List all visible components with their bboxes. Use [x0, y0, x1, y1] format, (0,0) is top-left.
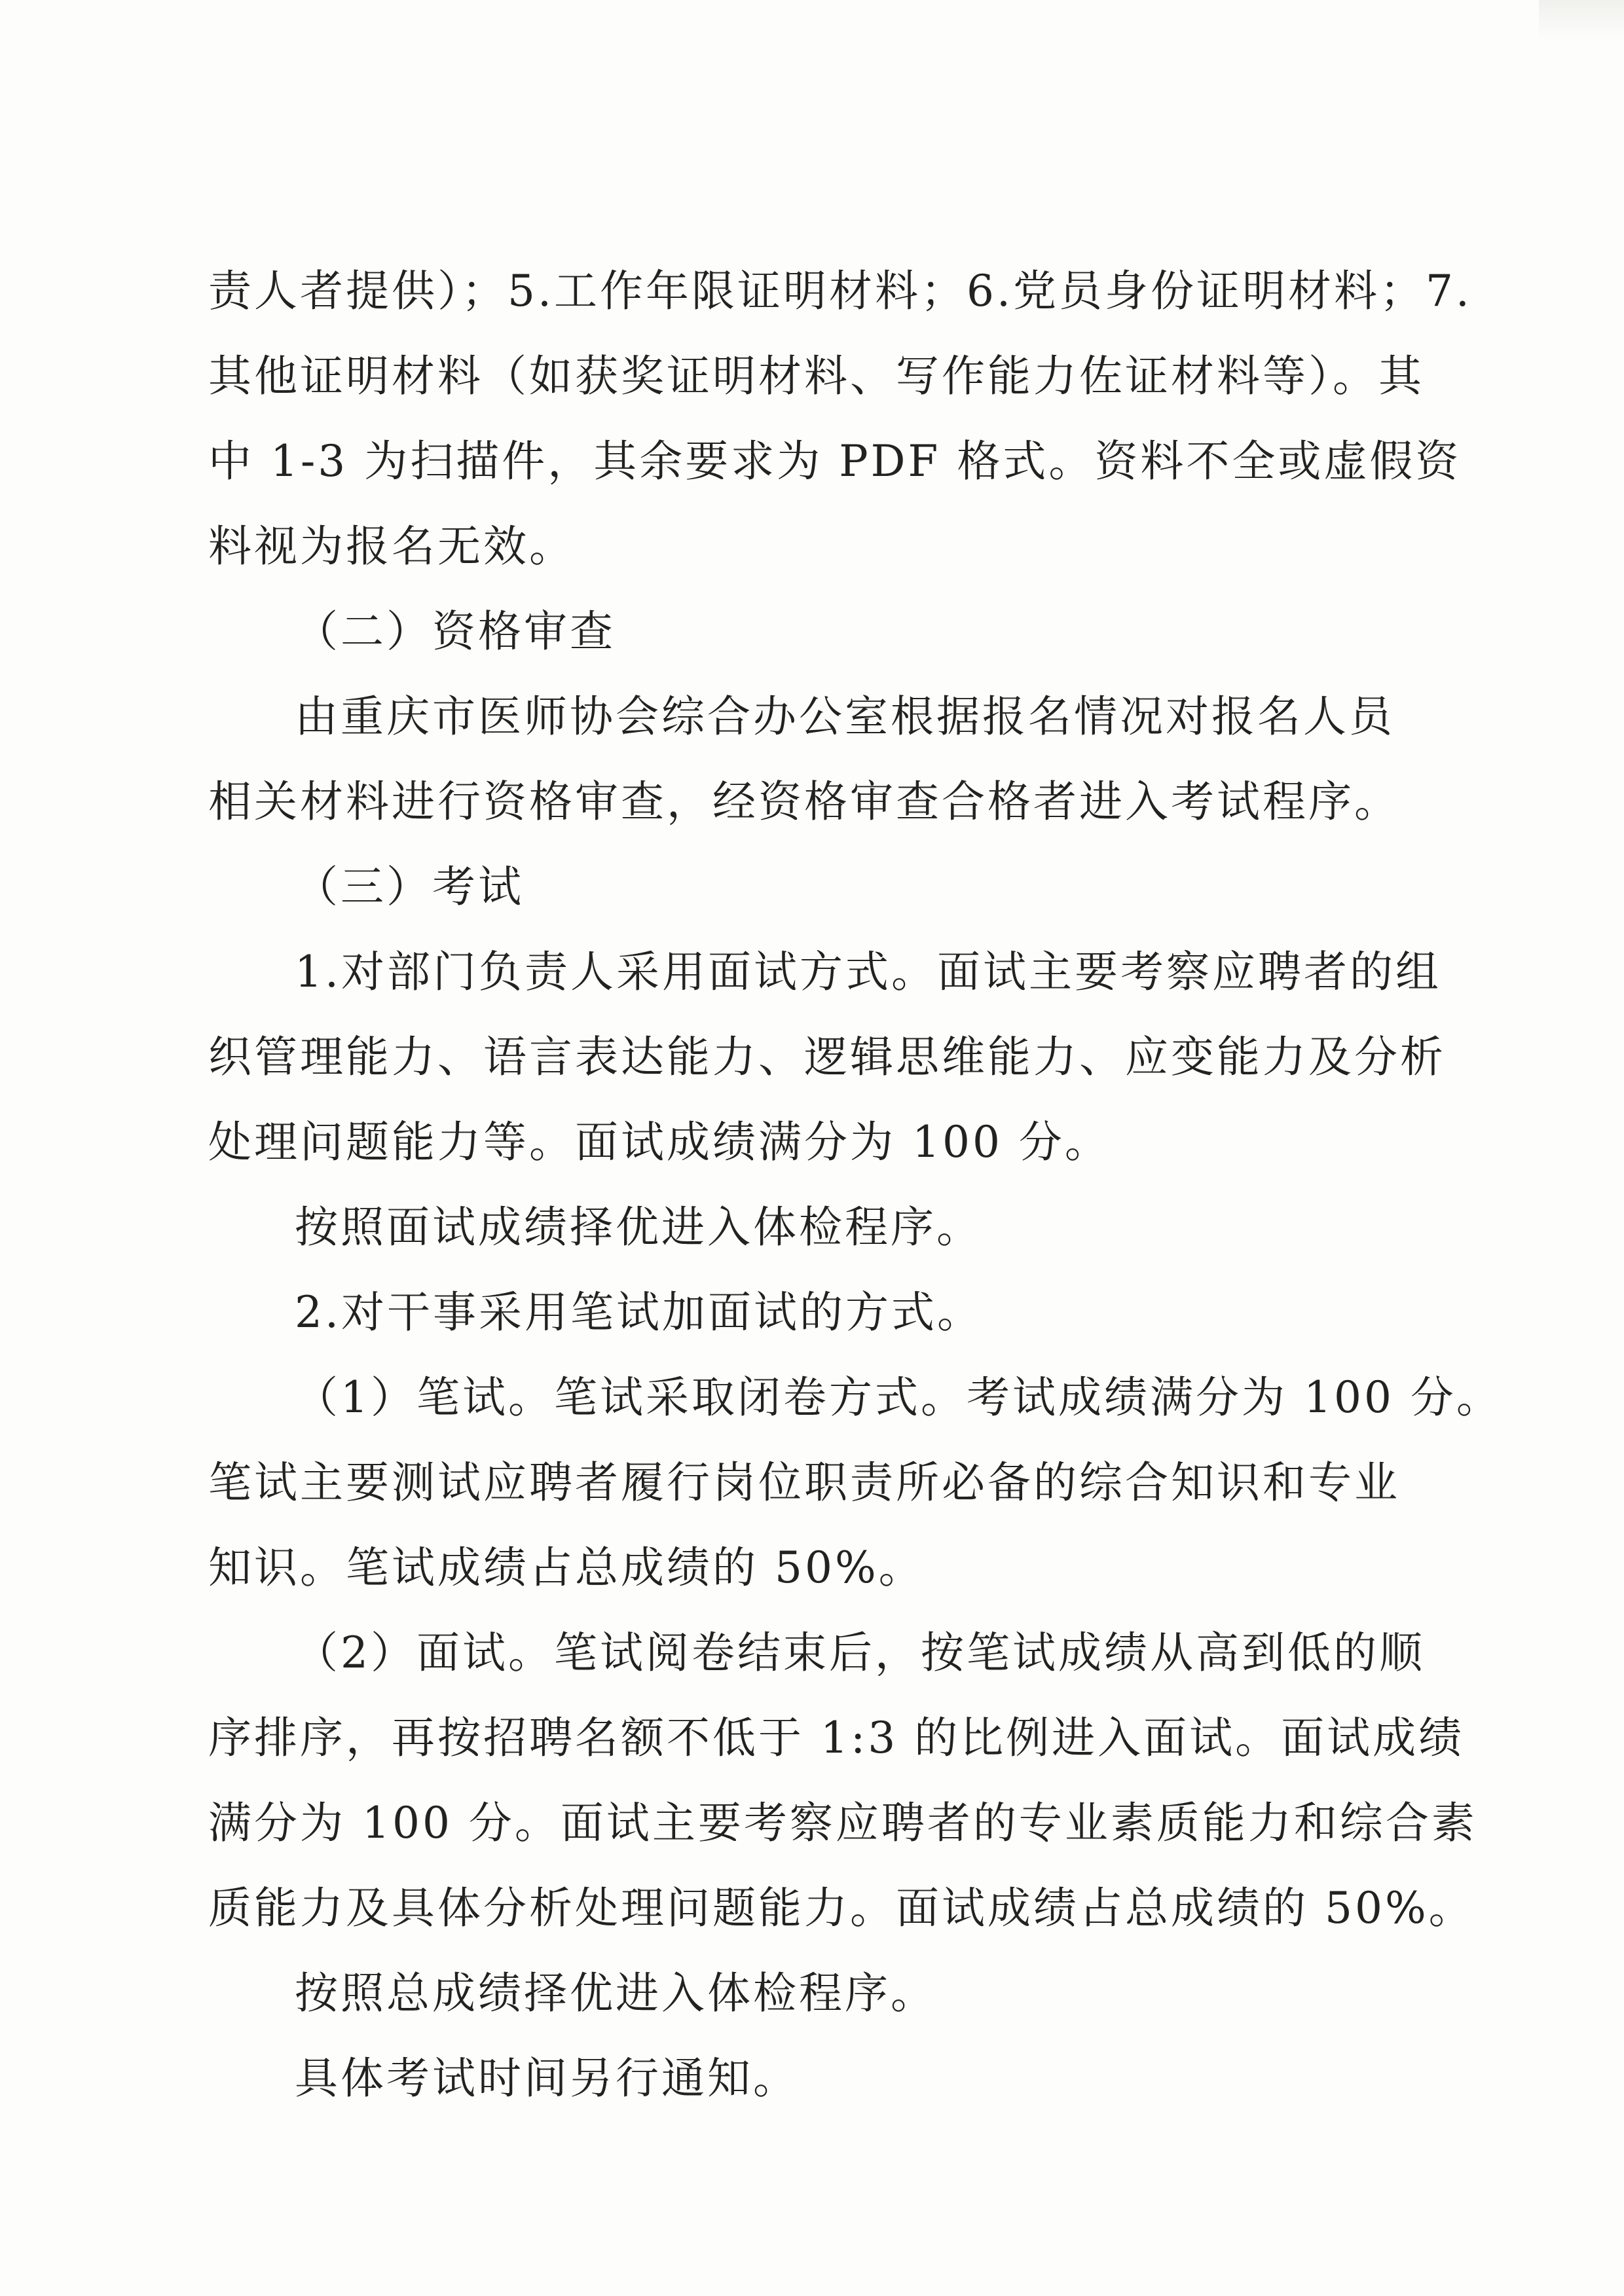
text-line: 2.对干事采用笔试加面试的方式。 [295, 1287, 983, 1338]
text-line: 满分为 100 分。面试主要考察应聘者的专业素质能力和综合素 [208, 1798, 1477, 1848]
text-line: 序排序，再按招聘名额不低于 1:3 的比例进入面试。面试成绩 [208, 1713, 1465, 1763]
text-line: 织管理能力、语言表达能力、逻辑思维能力、应变能力及分析 [208, 1032, 1446, 1082]
text-line: 知识。笔试成绩占总成绩的 50%。 [208, 1542, 925, 1593]
text-line: （2）面试。笔试阅卷结束后，按笔试成绩从高到低的顺 [295, 1628, 1425, 1678]
text-line: 处理问题能力等。面试成绩满分为 100 分。 [208, 1117, 1111, 1167]
text-line: 责人者提供）；5.工作年限证明材料；6.党员身份证明材料；7. [208, 266, 1472, 316]
text-line: （1）笔试。笔试采取闭卷方式。考试成绩满分为 100 分。 [295, 1372, 1502, 1423]
text-line: 相关材料进行资格审查，经资格审查合格者进入考试程序。 [208, 776, 1400, 827]
text-line: 料视为报名无效。 [208, 521, 575, 572]
text-line: 按照总成绩择优进入体检程序。 [295, 1968, 936, 2018]
text-line: 具体考试时间另行通知。 [295, 2053, 799, 2104]
section-heading: （三）考试 [295, 862, 524, 912]
scan-corner-shading [1539, 0, 1624, 39]
text-line: 1.对部门负责人采用面试方式。面试主要考察应聘者的组 [295, 947, 1441, 997]
text-line: 由重庆市医师协会综合办公室根据报名情况对报名人员 [295, 691, 1395, 742]
text-line: 中 1-3 为扫描件，其余要求为 PDF 格式。资料不全或虚假资 [208, 436, 1462, 486]
section-heading: （二）资格审查 [295, 606, 616, 657]
text-line: 笔试主要测试应聘者履行岗位职责所必备的综合知识和专业 [208, 1457, 1400, 1508]
text-line: 质能力及具体分析处理问题能力。面试成绩占总成绩的 50%。 [208, 1883, 1475, 1933]
text-line: 其他证明材料（如获奖证明材料、写作能力佐证材料等）。其 [208, 351, 1424, 401]
text-line: 按照面试成绩择优进入体检程序。 [295, 1202, 982, 1252]
